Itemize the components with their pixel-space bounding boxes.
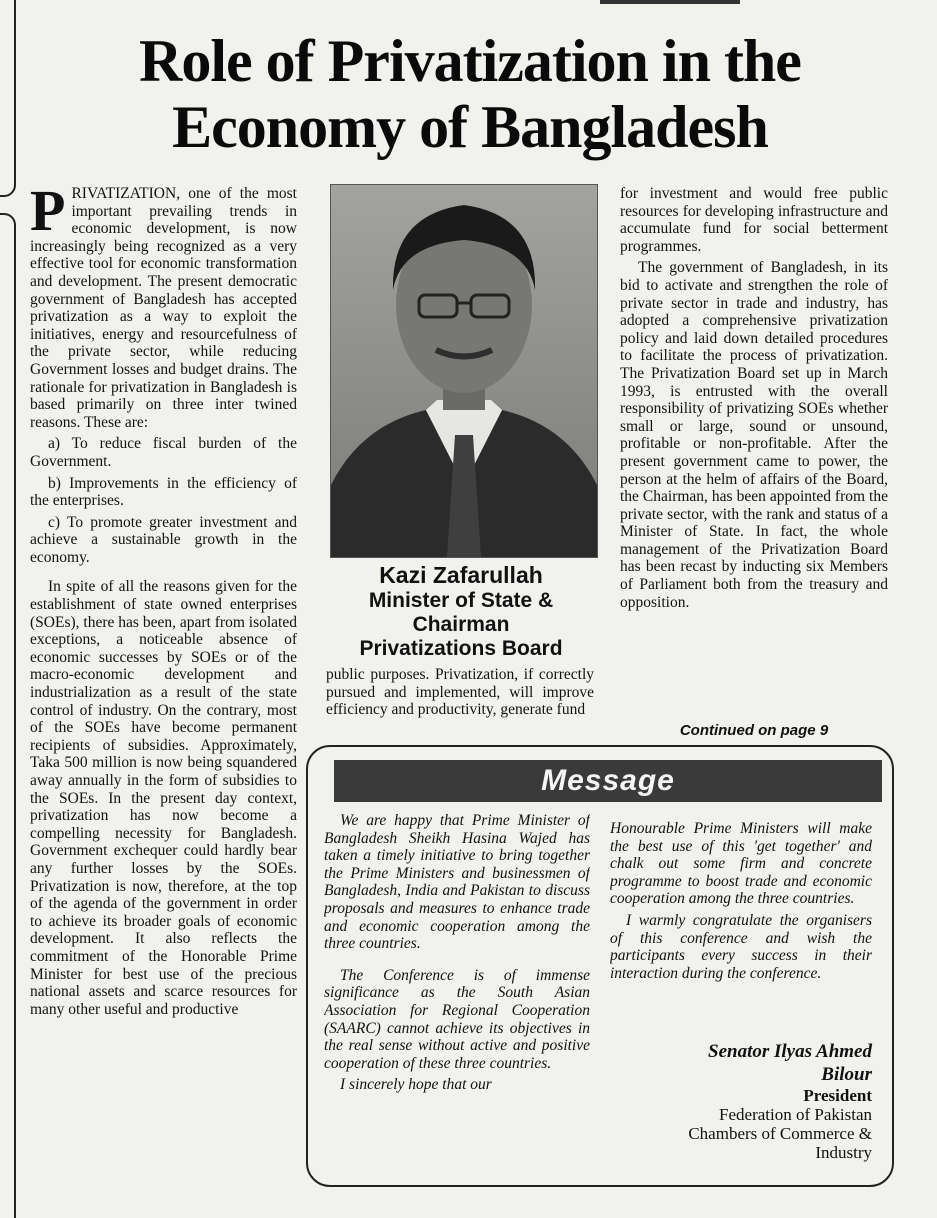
reason-c: c) To promote greater investment and achieve a sustainable growth in the economy. [30, 513, 297, 566]
caption-title-2: Chairman [412, 613, 510, 636]
column-3-paragraph-1: for investment and would free public resources for developing infrastructure and accumulate fund for social betterment programmes. [620, 185, 888, 255]
reason-b: b) Improvements in the efficiency of the enterprises. [30, 474, 297, 510]
lead-text: RIVATIZATION, one of the most important prevailing trends in economic development, is now increasingly being recognized as a very effective tool for economic transformation and development. The present democratic government of Bangladesh has accepted privatization as a way to exploit the initiatives, energy and resourcefulness of the private sector, while reducing Government losses and budget drains. The rationale for privatization in Bangladesh is based primarily on three inter twined reasons. These are: [30, 185, 297, 431]
message-paragraph-3: I sincerely hope that our [340, 1076, 492, 1094]
signatory-name-2: Bilour [821, 1064, 872, 1085]
message-paragraph-1: We are happy that Prime Minister of Bangladesh Sheikh Hasina Wajed has taken a timely initiative to bring together the Prime Ministers and businessmen of Bangladesh, India and Pakistan to discuss proposals and measures to enhance trade and economic cooperation among the three countries. [324, 812, 590, 953]
caption-name: Kazi Zafarullah [379, 562, 543, 588]
signatory-title: President [803, 1086, 872, 1105]
headline: Role of Privatization in the Economy of Bangladesh [139, 28, 801, 160]
article-column-3 [620, 185, 888, 715]
top-rule [600, 0, 740, 4]
message-paragraph-4: Honourable Prime Ministers will make the best use of this 'get together' and chalk out some firm and concrete programme to boost trade and economic cooperation among the three countries. [610, 820, 872, 908]
frame-bracket-bottom [0, 213, 16, 1218]
column-3-paragraph-2: The government of Bangladesh, in its bid to activate and strengthen the role of private sector in trade and industry, has adopted a comprehensive privatization policy and laid down detailed procedures to facilitate the process of privatization. The Privatization Board set up in March 1993, is entrusted with the overall responsibility of privatizing SOEs whether small or large, sound or unsound, profitable or non-profitable. After the present government came to power, the person at the helm of affairs of the Board, the Chairman, has been appointed from the private sector, with the rank and status of a Minister of State. In fact, the whole management of the Privatization Board has been recast by inducting six Members of Parliament both from the treasury and opposition. [620, 259, 888, 611]
message-title: Message [541, 764, 675, 797]
message-paragraph-2: The Conference is of immense significance as the South Asian Association for Regional Cooperation (SAARC) cannot achieve its objectives in the real sense without active and positive cooperation of these three countries. [324, 966, 590, 1072]
message-column-1 [324, 812, 590, 1168]
portrait-illustration [331, 185, 597, 557]
frame-bracket-top [0, 0, 16, 197]
signatory-org-2: Chambers of Commerce & [688, 1124, 872, 1143]
signatory-org-1: Federation of Pakistan [719, 1105, 872, 1124]
drop-cap: P [30, 185, 66, 243]
caption-title-1: Minister of State & [368, 589, 554, 612]
signatory-name-1: Senator Ilyas Ahmed [708, 1041, 872, 1062]
column-2-text: public purposes. Privatization, if correctly pursued and implemented, will improve efficiency and productivity, generate fund [326, 666, 594, 719]
article-column-1 [30, 185, 297, 1190]
caption-title-3: Privatizations Board [359, 637, 563, 660]
article-paragraph-2: In spite of all the reasons given for the establishment of state owned enterprises (SOEs), there has been, apart from isolated exceptions, a noticeable absence of economic successes by SOEs or of the macro-economic development and industrialization as a result of the state control of industry. On the contrary, most of the SOEs have become permanent recipients of subsidies. Approximately, Taka 500 million is now being squandered away annually in the form of subsidies to the SOEs. In the present day context, privatization has now become a compelling necessity for Bangladesh. Government exchequer could hardly bear any further losses by the SOEs. Privatization is now, therefore, at the top of the agenda of the government in order to achieve its broader goals of economic development. It also reflects the commitment of the Honorable Prime Minister for best use of the precious national assets and scarce resources for many other useful and productive [30, 578, 297, 1018]
lead-paragraph [30, 185, 297, 431]
message-paragraph-5: I warmly congratulate the organisers of this conference and wish the participants every success in their interaction during the conference. [610, 911, 872, 982]
left-frame [0, 0, 18, 1216]
signature-block [610, 1040, 872, 1162]
message-column-2 [610, 820, 872, 1030]
reason-a: a) To reduce fiscal burden of the Government. [30, 435, 297, 470]
signatory-org-3: Industry [815, 1143, 872, 1162]
article-column-2 [326, 666, 594, 734]
portrait-photo [330, 184, 598, 558]
photo-caption [316, 562, 606, 661]
continued-note: Continued on page 9 [679, 722, 829, 739]
